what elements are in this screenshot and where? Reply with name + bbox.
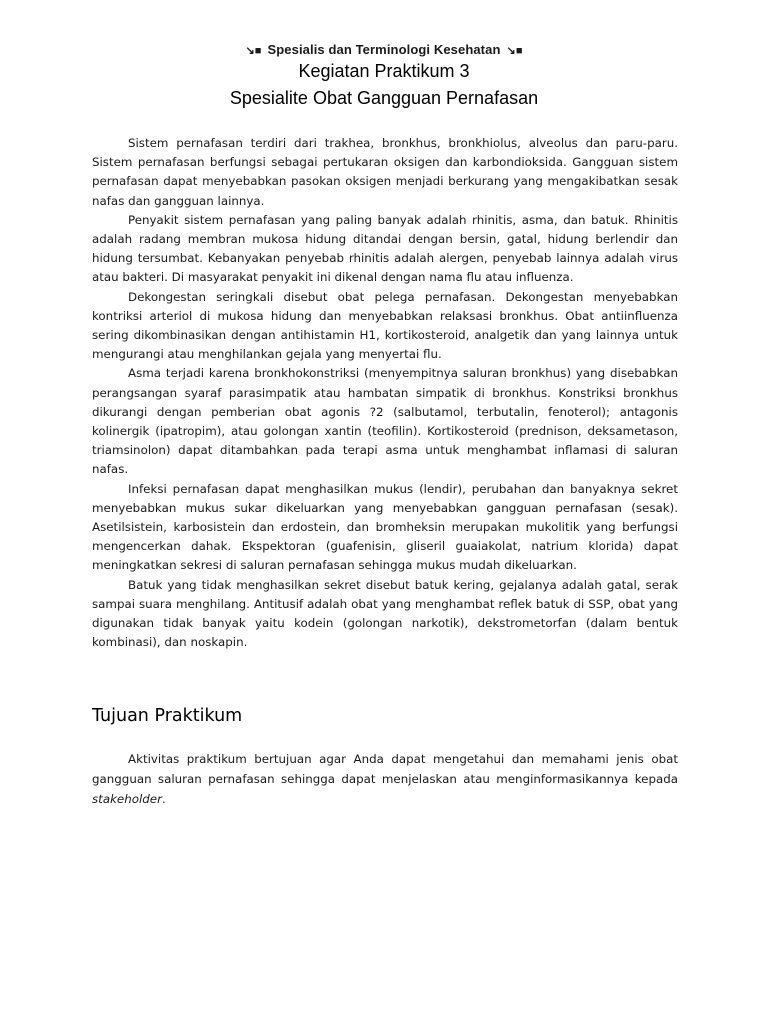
section-heading: Tujuan Praktikum bbox=[92, 706, 243, 726]
paragraph-asthma: Asma terjadi karena bronkhokonstriksi (menyempitnya saluran bronkhus) yang disebabkan perangsangan syaraf parasimpatik atau hambatan simpatik di bronkhus. Konstriksi bronkhus dikurangi dengan pemberian obat agonis ?2 (salbutamol, terbutalin, fenoterol); antagonis kolinergik (ipatropim), atau golongan xantin (teofilin). Kortikosteroid (prednison, deksametason, triamsinolon) dapat ditambahkan pada terapi asma untuk menghambat inflamasi di saluran nafas. bbox=[92, 366, 678, 477]
paragraph-objective bbox=[92, 750, 678, 809]
running-header-title: Spesialis dan Terminologi Kesehatan bbox=[267, 42, 501, 57]
paragraph-cough: Batuk yang tidak menghasilkan sekret disebut batuk kering, gejalanya adalah gatal, serak sampai suara menghilang. Antitusif adalah obat yang menghambat reflek batuk di SSP, obat yang digunakan tidak banyak yaitu kodein (golongan narkotik), dekstrometorfan (dalam bentuk kombinasi), dan noskapin. bbox=[92, 577, 678, 650]
running-header bbox=[0, 42, 768, 57]
paragraph-rhinitis: Penyakit sistem pernafasan yang paling banyak adalah rhinitis, asma, dan batuk. Rhinitis adalah radang membran mukosa hidung ditandai dengan bersin, gatal, hidung berlendir dan hidung tersumbat. Kebanyakan penyebab rhinitis adalah alergen, penyebab lainnya adalah virus atau bakteri. Di masyarakat penyakit ini dikenal dengan nama flu atau influenza. bbox=[92, 212, 678, 285]
objective-text-main: Aktivitas praktikum bertujuan agar Anda dapat mengetahui dan memahami jenis obat gangguan saluran pernafasan sehingga dapat menjelaskan atau menginformasikannya kepada bbox=[92, 752, 678, 786]
ornament-right-icon: ↘■ bbox=[506, 45, 523, 57]
objective-text-end: . bbox=[161, 791, 166, 806]
body-text bbox=[92, 134, 678, 652]
chapter-subtitle: Spesialite Obat Gangguan Pernafasan bbox=[229, 88, 539, 108]
ornament-left-icon: ↘■ bbox=[245, 45, 262, 57]
paragraph-decongestant: Dekongestan seringkali disebut obat pelega pernafasan. Dekongestan menyebabkan kontriksi arteriol di mukosa hidung dan menyebabkan relaksasi bronkhus. Obat antiinfluenza sering dikombinasikan dengan antihistamin H1, kortikosteroid, analgetik dan yang lainnya untuk mengurangi atau menghilankan gejala yang menyertai flu. bbox=[92, 289, 678, 362]
objective-text-italic: stakeholder bbox=[92, 791, 162, 806]
chapter-title: Kegiatan Praktikum 3 bbox=[298, 61, 470, 81]
paragraph-respiratory-system: Sistem pernafasan terdiri dari trakhea, bronkhus, bronkhiolus, alveolus dan paru-paru. Sistem pernafasan berfungsi sebagai pertukaran oksigen dan karbondioksida. Gangguan sistem pernafasan dapat menyebabkan pasokan oksigen menjadi berkurang yang mengakibatkan sesak nafas dan gangguan lainnya. bbox=[92, 136, 678, 208]
paragraph-mucus: Infeksi pernafasan dapat menghasilkan mukus (lendir), perubahan dan banyaknya sekret menyebabkan mukus sukar dikeluarkan yang menyebabkan gangguan pernafasan (sesak). Asetilsistein, karbosistein dan erdostein, dan bromheksin merupakan mukolitik yang berfungsi mengencerkan dahak. Ekspektoran (guafenisin, gliseril guaiakolat, natrium klorida) dapat meningkatkan sekresi di saluran pernafasan sehingga mukus mudah dikeluarkan. bbox=[92, 481, 678, 573]
objective-text bbox=[92, 750, 678, 809]
